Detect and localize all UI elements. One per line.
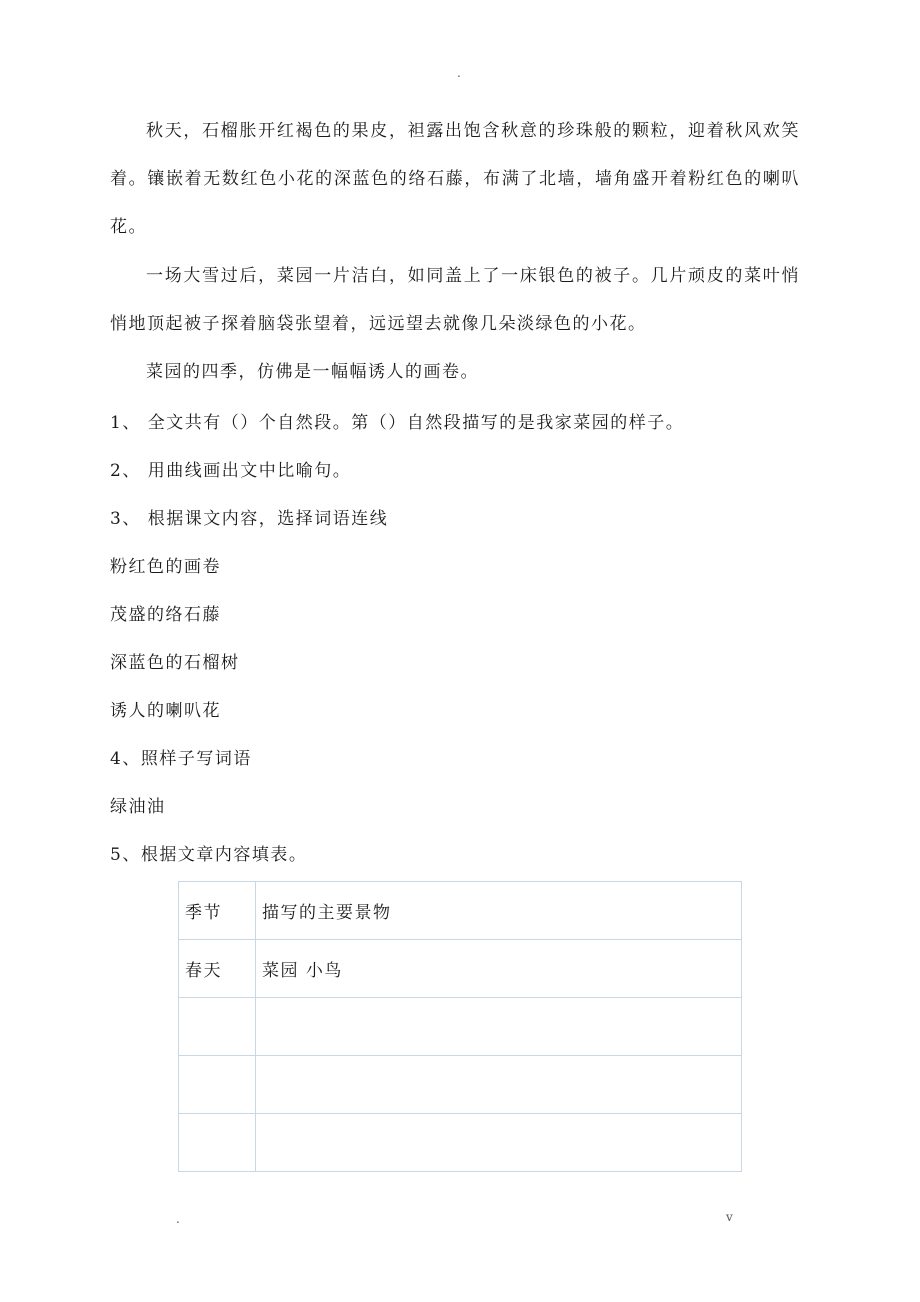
footer-mark-left: . — [176, 1212, 180, 1226]
table-header-season: 季节 — [179, 882, 256, 940]
passage-paragraph-winter: 一场大雪过后，菜园一片洁白，如同盖上了一床银色的被子。几片顽皮的菜叶悄悄地顶起被子探着脑袋张望着，远远望去就像几朵淡绿色的小花。 — [110, 266, 800, 334]
matching-item: 茂盛的络石藤 — [110, 605, 221, 625]
table-cell-scenery[interactable] — [256, 1056, 742, 1114]
table-cell-season[interactable] — [179, 998, 256, 1056]
table-header-scenery: 描写的主要景物 — [256, 882, 742, 940]
season-table — [178, 881, 742, 1172]
table-row — [179, 998, 742, 1056]
table-row — [179, 1114, 742, 1172]
question-2: 2、 用曲线画出文中比喻句。 — [110, 461, 352, 481]
matching-item: 诱人的喇叭花 — [110, 701, 221, 721]
word-example: 绿油油 — [110, 797, 166, 817]
header-mark: . — [457, 66, 461, 80]
table-cell-season[interactable] — [179, 1114, 256, 1172]
passage-paragraph-autumn: 秋天，石榴胀开红褐色的果皮，袒露出饱含秋意的珍珠般的颗粒，迎着秋风欢笑着。镶嵌着无数红色小花的深蓝色的络石藤，布满了北墙，墙角盛开着粉红色的喇叭花。 — [110, 121, 800, 237]
table-cell-season: 春天 — [179, 940, 256, 998]
question-5: 5、根据文章内容填表。 — [110, 845, 308, 865]
table-cell-scenery[interactable] — [256, 998, 742, 1056]
table-cell-scenery: 菜园 小鸟 — [256, 940, 742, 998]
table-row — [179, 940, 742, 998]
matching-item: 深蓝色的石榴树 — [110, 653, 240, 673]
table-cell-season[interactable] — [179, 1056, 256, 1114]
matching-item: 粉红色的画卷 — [110, 557, 221, 577]
passage-paragraph-summary: 菜园的四季，仿佛是一幅幅诱人的画卷。 — [146, 362, 479, 382]
footer-mark-right: v — [726, 1210, 733, 1224]
question-3: 3、 根据课文内容，选择词语连线 — [110, 509, 389, 529]
table-header-row — [179, 882, 742, 940]
table-cell-scenery[interactable] — [256, 1114, 742, 1172]
question-4: 4、照样子写词语 — [110, 749, 252, 769]
question-1: 1、 全文共有（）个自然段。第（）自然段描写的是我家菜园的样子。 — [110, 413, 685, 433]
table-row — [179, 1056, 742, 1114]
